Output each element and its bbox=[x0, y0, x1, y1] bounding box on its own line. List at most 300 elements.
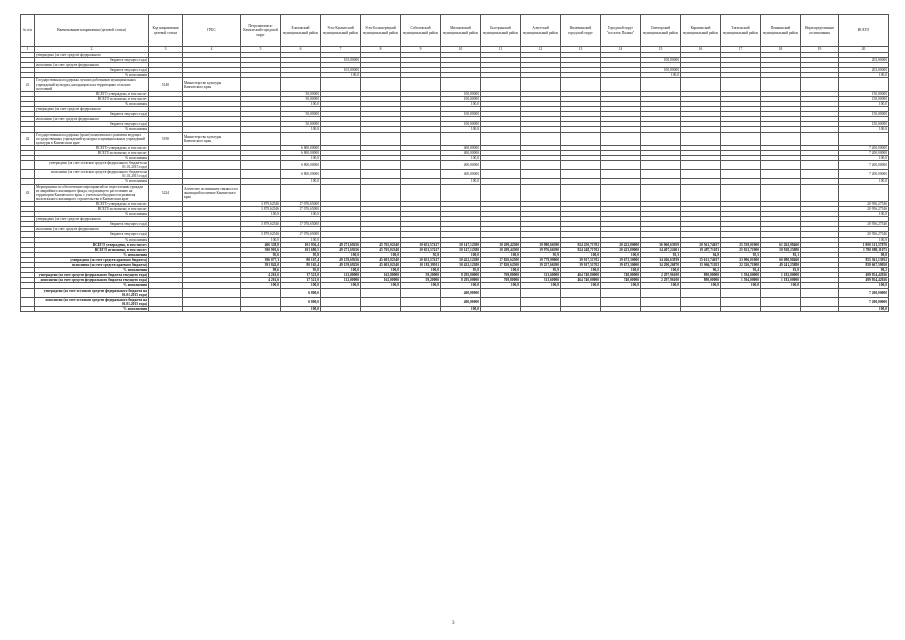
column-header: № п/п bbox=[21, 15, 35, 47]
value-cell: 20 423,80000 bbox=[601, 247, 641, 252]
value-cell bbox=[561, 184, 601, 201]
value-cell: 49 159,69256 bbox=[321, 263, 361, 268]
value-cell bbox=[641, 132, 681, 145]
value-cell: 1 780 089,11075 bbox=[839, 247, 889, 252]
value-cell: 2 297,96100 bbox=[641, 278, 681, 283]
value-cell bbox=[721, 184, 761, 201]
row-number-cell bbox=[21, 161, 35, 170]
row-label-cell: утверждено (за счет средств федерального бюджета текущего года) bbox=[35, 273, 149, 278]
value-cell: 112,00000 bbox=[321, 273, 361, 278]
value-cell: 740,00000 bbox=[601, 278, 641, 283]
value-cell: 95,8 bbox=[281, 252, 321, 257]
value-cell: 1 182,00000 bbox=[761, 273, 801, 278]
value-cell: 7 200,00000 bbox=[839, 145, 889, 150]
value-cell bbox=[481, 132, 521, 145]
value-cell: 100,0 bbox=[839, 127, 889, 132]
column-header: Алеутский муниципальный район bbox=[521, 15, 561, 47]
column-header: Усть-Камчатский муниципальный район bbox=[321, 15, 361, 47]
value-cell bbox=[521, 184, 561, 201]
value-cell: 34 266,63939 bbox=[641, 257, 681, 262]
value-cell bbox=[801, 161, 839, 170]
value-cell: 100,0 bbox=[241, 212, 281, 217]
value-cell: 95,8 bbox=[281, 268, 321, 273]
row-label-cell: % исполнения bbox=[35, 283, 149, 288]
value-cell bbox=[321, 161, 361, 170]
value-cell bbox=[801, 78, 839, 91]
column-number: 6 bbox=[281, 47, 321, 53]
value-cell bbox=[641, 297, 681, 306]
page-number: 3 bbox=[452, 621, 455, 626]
value-cell bbox=[681, 161, 721, 170]
value-cell: 100,0 bbox=[441, 179, 481, 184]
value-cell bbox=[641, 184, 681, 201]
value-cell bbox=[241, 306, 281, 311]
value-cell bbox=[721, 170, 761, 179]
value-cell: 100,0 bbox=[601, 268, 641, 273]
value-cell: 17 076,65000 bbox=[281, 207, 321, 212]
value-cell bbox=[521, 132, 561, 145]
row-label-cell: утверждено (за счет средств федерального bbox=[35, 53, 149, 58]
row-label-cell: исполнено (за счет средств федерального bbox=[35, 227, 149, 232]
value-cell: 100,0 bbox=[441, 127, 481, 132]
row-label-cell: утверждено (за счет остатков средств федерального бюджета на 01.01.2015 года) bbox=[35, 161, 149, 170]
value-cell: 100,0 bbox=[281, 127, 321, 132]
value-cell bbox=[281, 78, 321, 91]
table-row bbox=[21, 161, 889, 170]
value-cell: 6 800,00000 bbox=[281, 170, 321, 179]
value-cell: 100,0 bbox=[641, 73, 681, 78]
value-cell: 95,8 bbox=[441, 268, 481, 273]
value-cell: 95,8 bbox=[401, 252, 441, 257]
value-cell: 15 613,74037 bbox=[681, 257, 721, 262]
value-cell bbox=[681, 170, 721, 179]
value-cell bbox=[641, 170, 681, 179]
value-cell bbox=[801, 288, 839, 297]
grbs-cell bbox=[183, 170, 241, 179]
value-cell: 100,0 bbox=[641, 283, 681, 288]
value-cell: 100,0 bbox=[361, 268, 401, 273]
row-label-cell: ВСЕГО исполнено, в том числе: bbox=[35, 247, 149, 252]
value-cell bbox=[681, 78, 721, 91]
row-label-cell: % исполнения bbox=[35, 73, 149, 78]
value-cell: 3 879,62546 bbox=[241, 222, 281, 227]
value-cell: 93,1 bbox=[641, 252, 681, 257]
value-cell: 19 487,71183 bbox=[681, 247, 721, 252]
value-cell: 400,00000 bbox=[441, 288, 481, 297]
row-label-cell: утверждено (за счет средств краевого бюджета) bbox=[35, 257, 149, 262]
row-label-cell: % исполнения bbox=[35, 127, 149, 132]
value-cell: 400,00000 bbox=[441, 297, 481, 306]
value-cell bbox=[481, 306, 521, 311]
value-cell bbox=[441, 184, 481, 201]
value-cell bbox=[401, 184, 441, 201]
column-header: Усть-Большерецкий муниципальный район bbox=[361, 15, 401, 47]
value-cell bbox=[241, 132, 281, 145]
value-cell bbox=[401, 170, 441, 179]
value-cell bbox=[601, 297, 641, 306]
value-cell: 100,0 bbox=[481, 268, 521, 273]
value-cell: 100,0 bbox=[321, 73, 361, 78]
value-cell: 34 290,26870 bbox=[641, 263, 681, 268]
value-cell: 59,20000 bbox=[401, 278, 441, 283]
value-cell bbox=[241, 297, 281, 306]
value-cell: 1 594,00000 bbox=[721, 278, 761, 283]
column-number: 16 bbox=[681, 47, 721, 53]
value-cell bbox=[761, 78, 801, 91]
value-cell: 19 673,30000 bbox=[601, 257, 641, 262]
row-label-cell: % исполнения bbox=[35, 179, 149, 184]
value-cell bbox=[721, 132, 761, 145]
value-cell: 103,00000 bbox=[321, 68, 361, 73]
value-cell bbox=[561, 297, 601, 306]
value-cell: 20 956,27546 bbox=[839, 232, 889, 237]
value-cell: 100,0 bbox=[839, 155, 889, 160]
value-cell: 50,00000 bbox=[281, 91, 321, 96]
value-cell: 20 423,80000 bbox=[601, 242, 641, 247]
value-cell: 769,80000 bbox=[481, 278, 521, 283]
value-cell: 100,0 bbox=[281, 155, 321, 160]
row-label-cell: Государственная поддержка лучших работников муниципальных учреждений культуры, находящихся на территориях сельских поселений bbox=[35, 78, 149, 91]
row-label-cell: бюджета текущего года) bbox=[35, 68, 149, 73]
value-cell: 203,00000 bbox=[839, 68, 889, 73]
value-cell bbox=[681, 132, 721, 145]
row-label-cell: % исполнения bbox=[35, 306, 149, 311]
row-label-cell: бюджета текущего года) bbox=[35, 112, 149, 117]
column-number: 7 bbox=[321, 47, 361, 53]
value-cell: 100,0 bbox=[441, 306, 481, 311]
grbs-cell bbox=[183, 297, 241, 306]
header-row bbox=[21, 15, 889, 47]
value-cell bbox=[601, 161, 641, 170]
value-cell bbox=[561, 161, 601, 170]
value-cell bbox=[721, 297, 761, 306]
value-cell: 49 241,25880 bbox=[761, 263, 801, 268]
value-cell: 1 182,00000 bbox=[761, 278, 801, 283]
row-label-cell: % исполнения bbox=[35, 252, 149, 257]
value-cell: 7 200,00000 bbox=[839, 161, 889, 170]
value-cell: 112,00000 bbox=[321, 278, 361, 283]
value-cell bbox=[401, 132, 441, 145]
value-cell: 100,0 bbox=[441, 283, 481, 288]
value-cell: 100,0 bbox=[281, 237, 321, 242]
row-label-cell: % исполнения bbox=[35, 237, 149, 242]
row-label-cell: бюджета текущего года) bbox=[35, 58, 149, 63]
value-cell: 17 076,65000 bbox=[281, 232, 321, 237]
value-cell bbox=[361, 306, 401, 311]
value-cell: 3 879,62546 bbox=[241, 232, 281, 237]
value-cell: 464 740,00000 bbox=[561, 278, 601, 283]
value-cell: 100,0 bbox=[839, 283, 889, 288]
value-cell: 20 956,27546 bbox=[839, 207, 889, 212]
grbs-cell bbox=[183, 161, 241, 170]
code-cell bbox=[149, 161, 183, 170]
value-cell: 80 165,4 bbox=[281, 263, 321, 268]
value-cell: 19 673,30000 bbox=[601, 263, 641, 268]
grbs-cell bbox=[183, 306, 241, 311]
value-cell: 391 842,0 bbox=[241, 263, 281, 268]
row-label-cell: исполнено (за счет средств федерального bbox=[35, 63, 149, 68]
value-cell bbox=[321, 288, 361, 297]
value-cell: 17 521,0 bbox=[281, 278, 321, 283]
column-number: 10 bbox=[441, 47, 481, 53]
code-cell: 5224 bbox=[149, 184, 183, 201]
value-cell: 45 603,02340 bbox=[361, 257, 401, 262]
value-cell bbox=[761, 161, 801, 170]
value-cell: 100,00000 bbox=[441, 91, 481, 96]
value-cell bbox=[681, 288, 721, 297]
value-cell: 19 980,66390 bbox=[521, 242, 561, 247]
value-cell: 101 956,4 bbox=[281, 242, 321, 247]
value-cell: 100,0 bbox=[441, 252, 481, 257]
column-number: 9 bbox=[401, 47, 441, 53]
value-cell: 100,0 bbox=[839, 212, 889, 217]
value-cell bbox=[681, 184, 721, 201]
value-cell: 924 248,71702 bbox=[561, 247, 601, 252]
row-label-cell: Мероприятия по обеспечению мероприятий по переселению граждан из аварийного жилищного фонда, подлежащего расселению на территории Камчатского края, с учетом необходимости развития малоэтажного жилищного строительства в Камчатском крае bbox=[35, 184, 149, 201]
value-cell bbox=[321, 78, 361, 91]
value-cell bbox=[321, 297, 361, 306]
value-cell: 100,0 bbox=[481, 283, 521, 288]
value-cell: 3 879,62546 bbox=[241, 201, 281, 206]
value-cell bbox=[241, 184, 281, 201]
row-label-cell: бюджета текущего года) bbox=[35, 232, 149, 237]
value-cell: 1 594,00000 bbox=[721, 273, 761, 278]
column-header: Пенжинский муниципальный район bbox=[761, 15, 801, 47]
budget-table bbox=[20, 14, 889, 312]
column-header: Наименование направления (целевой статьи) bbox=[35, 15, 149, 47]
value-cell: 499 954,42926 bbox=[839, 278, 889, 283]
value-cell bbox=[561, 306, 601, 311]
grbs-cell: Министерство культуры Камчатского края bbox=[183, 78, 241, 91]
value-cell bbox=[281, 132, 321, 145]
value-cell bbox=[521, 306, 561, 311]
value-cell: 100,0 bbox=[839, 306, 889, 311]
value-cell: 769,80000 bbox=[481, 273, 521, 278]
table-row bbox=[21, 288, 889, 297]
value-cell: 100,0 bbox=[281, 101, 321, 106]
value-cell bbox=[441, 78, 481, 91]
value-cell: 4 261,6 bbox=[241, 273, 281, 278]
row-label-cell: ВСЕГО утверждено, в том числе: bbox=[35, 91, 149, 96]
column-number: 13 bbox=[561, 47, 601, 53]
value-cell bbox=[521, 161, 561, 170]
value-cell: 150,00000 bbox=[839, 122, 889, 127]
value-cell bbox=[481, 78, 521, 91]
row-number-cell bbox=[21, 170, 35, 179]
row-label-cell: ВСЕГО исполнено, в том числе: bbox=[35, 150, 149, 155]
column-number: 3 bbox=[149, 47, 183, 53]
row-label-cell: Государственная поддержка (грант) комплексного развития ведущих государственных учреждений культуры и муниципальных учреждений культуры в Камчатском крае bbox=[35, 132, 149, 145]
value-cell: 50,00000 bbox=[281, 122, 321, 127]
column-number: 17 bbox=[721, 47, 761, 53]
value-cell bbox=[401, 306, 441, 311]
column-header: Тигильский муниципальный район bbox=[721, 15, 761, 47]
value-cell: 50 452,12380 bbox=[441, 263, 481, 268]
value-cell bbox=[441, 132, 481, 145]
row-number-cell bbox=[21, 288, 35, 297]
value-cell: 203,00000 bbox=[839, 58, 889, 63]
value-cell: 100,00000 bbox=[641, 58, 681, 63]
value-cell bbox=[641, 161, 681, 170]
column-header: Вилючинский городской округ bbox=[561, 15, 601, 47]
value-cell bbox=[761, 288, 801, 297]
row-number-cell: 41 bbox=[21, 78, 35, 91]
value-cell: 45 765,02340 bbox=[361, 242, 401, 247]
value-cell bbox=[241, 161, 281, 170]
value-cell: 100,0 bbox=[241, 237, 281, 242]
value-cell bbox=[801, 132, 839, 145]
value-cell bbox=[481, 170, 521, 179]
column-header: ГРБС bbox=[183, 15, 241, 47]
value-cell: 313,60000 bbox=[521, 273, 561, 278]
column-header: Соболевский муниципальный район bbox=[401, 15, 441, 47]
value-cell bbox=[361, 170, 401, 179]
value-cell: 100,0 bbox=[839, 101, 889, 106]
value-cell bbox=[681, 297, 721, 306]
value-cell: 49 271,69256 bbox=[321, 247, 361, 252]
row-number-cell bbox=[21, 297, 35, 306]
value-cell bbox=[521, 288, 561, 297]
value-cell: 50 928,25880 bbox=[761, 247, 801, 252]
value-cell: 100,0 bbox=[681, 283, 721, 288]
column-number: 11 bbox=[481, 47, 521, 53]
value-cell: 83,1 bbox=[761, 252, 801, 257]
value-cell: 15 066,71183 bbox=[681, 263, 721, 268]
value-cell: 499 954,42926 bbox=[839, 273, 889, 278]
value-cell: 890,00000 bbox=[681, 273, 721, 278]
value-cell: 6 800,00000 bbox=[281, 161, 321, 170]
value-cell bbox=[761, 306, 801, 311]
value-cell: 150,00000 bbox=[839, 96, 889, 101]
value-cell: 19 257,66390 bbox=[521, 263, 561, 268]
value-cell: 23 906,01000 bbox=[721, 257, 761, 262]
value-cell: 45 765,02340 bbox=[361, 247, 401, 252]
value-cell: 100,0 bbox=[361, 252, 401, 257]
code-cell bbox=[149, 170, 183, 179]
value-cell bbox=[481, 184, 521, 201]
value-cell bbox=[321, 306, 361, 311]
grbs-cell: Министерство культуры Камчатского края bbox=[183, 132, 241, 145]
table-row bbox=[21, 170, 889, 179]
value-cell bbox=[361, 288, 401, 297]
value-cell: 313,60000 bbox=[521, 278, 561, 283]
value-cell bbox=[601, 184, 641, 201]
value-cell: 10 209,42500 bbox=[481, 247, 521, 252]
value-cell bbox=[561, 170, 601, 179]
value-cell: 740,00000 bbox=[601, 273, 641, 278]
value-cell bbox=[839, 184, 889, 201]
value-cell: 396 077,3 bbox=[241, 257, 281, 262]
column-header: Мильковский муниципальный район bbox=[441, 15, 481, 47]
grbs-cell: Агентство по внешним связям и по жилищной политике Камчатского края bbox=[183, 184, 241, 201]
value-cell bbox=[361, 161, 401, 170]
value-cell: 50 452,12380 bbox=[441, 257, 481, 262]
value-cell bbox=[801, 170, 839, 179]
value-cell: 17 820,62500 bbox=[481, 257, 521, 262]
row-label-cell: % исполнения bbox=[35, 101, 149, 106]
column-header: Олюторский муниципальный район bbox=[641, 15, 681, 47]
column-header: Петропавловск-Камчатский городской округ bbox=[241, 15, 281, 47]
value-cell: 3 879,62546 bbox=[241, 207, 281, 212]
column-header: Код направления целевой статьи bbox=[149, 15, 183, 47]
value-cell bbox=[601, 78, 641, 91]
value-cell: 100,0 bbox=[281, 212, 321, 217]
value-cell bbox=[401, 161, 441, 170]
value-cell: 406 338,8 bbox=[241, 242, 281, 247]
row-label-cell: ВСЕГО утверждено, в том числе: bbox=[35, 201, 149, 206]
value-cell: 100,0 bbox=[839, 237, 889, 242]
value-cell: 8 295,00000 bbox=[441, 273, 481, 278]
value-cell bbox=[361, 78, 401, 91]
value-cell bbox=[401, 78, 441, 91]
value-cell bbox=[839, 78, 889, 91]
value-cell: 93,4 bbox=[721, 268, 761, 273]
value-cell: 25 539,01000 bbox=[721, 242, 761, 247]
value-cell bbox=[761, 132, 801, 145]
table-body bbox=[21, 53, 889, 312]
value-cell bbox=[641, 78, 681, 91]
value-cell bbox=[721, 306, 761, 311]
value-cell bbox=[321, 184, 361, 201]
column-header: ВСЕГО bbox=[839, 15, 889, 47]
value-cell: 6 800,00000 bbox=[281, 150, 321, 155]
value-cell: 95,9 bbox=[521, 268, 561, 273]
value-cell: 100,00000 bbox=[441, 112, 481, 117]
value-cell: 100,0 bbox=[601, 252, 641, 257]
value-cell bbox=[601, 170, 641, 179]
value-cell: 162,00000 bbox=[361, 273, 401, 278]
value-cell: 100,0 bbox=[321, 268, 361, 273]
value-cell: 10 181,39911 bbox=[401, 263, 441, 268]
value-cell: 10 653,57417 bbox=[401, 247, 441, 252]
row-label-cell: % исполнения bbox=[35, 155, 149, 160]
value-cell bbox=[681, 306, 721, 311]
value-cell: 100,0 bbox=[401, 268, 441, 273]
value-cell: 100,0 bbox=[321, 283, 361, 288]
value-cell: 49 159,69256 bbox=[321, 257, 361, 262]
value-cell bbox=[321, 170, 361, 179]
value-cell bbox=[721, 78, 761, 91]
value-cell: 100,0 bbox=[761, 283, 801, 288]
value-cell: 100,0 bbox=[281, 179, 321, 184]
value-cell: 100,0 bbox=[641, 268, 681, 273]
value-cell: 100,0 bbox=[839, 179, 889, 184]
value-cell bbox=[521, 297, 561, 306]
value-cell: 6 800,0 bbox=[281, 288, 321, 297]
value-cell: 50 147,12380 bbox=[441, 247, 481, 252]
row-label-cell: исполнено (за счет средств федерального bbox=[35, 117, 149, 122]
column-number: 8 bbox=[361, 47, 401, 53]
value-cell: 98,8 bbox=[839, 252, 889, 257]
value-cell bbox=[241, 170, 281, 179]
value-cell: 400,00000 bbox=[441, 161, 481, 170]
value-cell: 95,9 bbox=[521, 252, 561, 257]
value-cell: 100,0 bbox=[561, 283, 601, 288]
column-number: 12 bbox=[521, 47, 561, 53]
value-cell: 95,5 bbox=[721, 252, 761, 257]
value-cell: 464 740,00000 bbox=[561, 273, 601, 278]
value-cell: 81,9 bbox=[761, 268, 801, 273]
row-label-cell: бюджета текущего года) bbox=[35, 122, 149, 127]
column-number: 2 bbox=[35, 47, 149, 53]
column-number: 19 bbox=[801, 47, 839, 53]
value-cell: 101 680,5 bbox=[281, 247, 321, 252]
value-cell: 99,6 bbox=[241, 268, 281, 273]
value-cell bbox=[721, 161, 761, 170]
value-cell: 34 407,22601 bbox=[641, 247, 681, 252]
value-cell: 100,0 bbox=[401, 283, 441, 288]
row-label-cell: исполнено (за счет средств краевого бюджета) bbox=[35, 263, 149, 268]
